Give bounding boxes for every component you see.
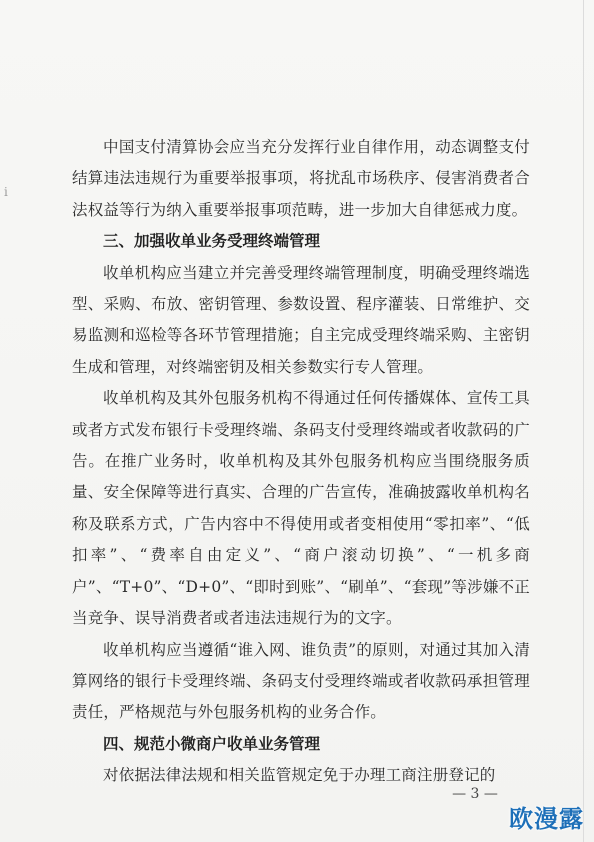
paragraph-4: 收单机构应当遵循“谁入网、谁负责”的原则，对通过其加入清算网络的银行卡受理终端、条码支付受理终端或者收款码承担管理责任，严格规范与外包服务机构的业务合作。 bbox=[72, 640, 530, 722]
paragraph-3: 收单机构及其外包服务机构不得通过任何传播媒体、宣传工具或者方式发布银行卡受理终端、条码支付受理终端或者收款码的广告。在推广业务时，收单机构及其外包服务机构应当围绕服务质量、安全保障等进行真实、合理的广告宣传，准确披露收单机构名称及联系方式，广告内容中不得使用或者变相使用“零扣率”、“低扣率”、“费率自由定义”、“商户滚动切换”、“一机多商户”、“T+0”、“D+0”、“即时到账”、“刷单”、“套现”等涉嫌不正当竞争、误导消费者或者违法违规行为的文字。 bbox=[72, 389, 530, 628]
margin-mark: ⅰ bbox=[4, 185, 8, 199]
paragraph-5: 对依据法律法规和相关监管规定免于办理工商注册登记的 bbox=[103, 766, 496, 785]
watermark-logo: 欧漫露 bbox=[509, 805, 584, 833]
page-number: — 3 — bbox=[452, 786, 498, 802]
page-edge-line bbox=[583, 0, 584, 842]
paragraph-1: 中国支付清算协会应当充分发挥行业自律作用，动态调整支付结算违法违规行为重要举报事项，将扰乱市场秩序、侵害消费者合法权益等行为纳入重要举报事项范畴，进一步加大自律惩戒力度。 bbox=[72, 138, 530, 219]
paragraph-2: 收单机构应当建立并完善受理终端管理制度，明确受理终端选型、采购、布放、密钥管理、参数设置、程序灌装、日常维护、交易监测和巡检等各环节管理措施；自主完成受理终端采购、主密钥生成和管理，对终端密钥及相关参数实行专人管理。 bbox=[72, 263, 530, 376]
document-body bbox=[72, 132, 530, 792]
section-heading-4: 四、规范小微商户收单业务管理 bbox=[103, 734, 321, 753]
section-heading-3: 三、加强收单业务受理终端管理 bbox=[103, 232, 321, 251]
